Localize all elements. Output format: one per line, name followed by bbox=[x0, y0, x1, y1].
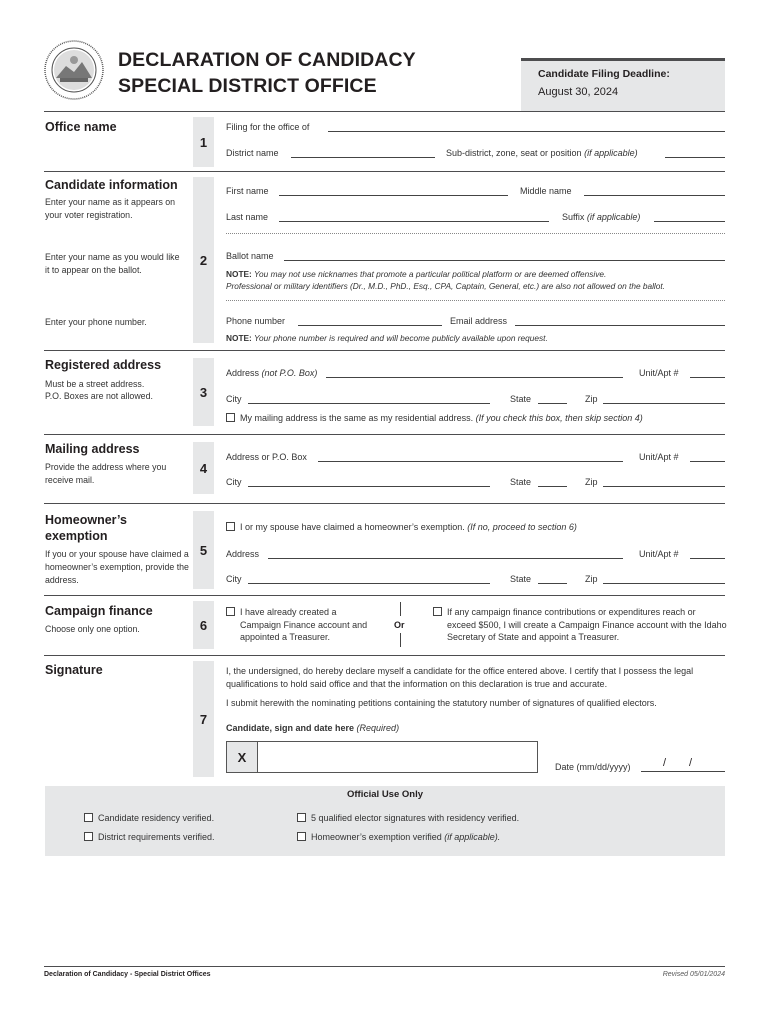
section-5-title: Homeowner’s exemption bbox=[45, 513, 127, 543]
first-name-label: First name bbox=[226, 186, 269, 196]
section-3-desc-2: P.O. Boxes are not allowed. bbox=[45, 391, 153, 401]
section-number-2: 2 bbox=[193, 177, 214, 343]
date-slash-1: / bbox=[663, 757, 667, 769]
last-name-input[interactable] bbox=[279, 221, 549, 222]
campaign-option-1[interactable] bbox=[226, 606, 376, 644]
or-divider-bottom bbox=[400, 633, 401, 647]
ballot-note: NOTE: You may not use nicknames that promote a particular political platform or are deemed offensive. Professional or military identifiers (Dr., M.D., PhD., Esq., CPA, Captain, General, etc.) are also not allowed on the ballot. bbox=[226, 269, 665, 291]
middle-name-input[interactable] bbox=[584, 195, 725, 196]
section-7-title: Signature bbox=[45, 663, 103, 677]
campaign-option-2[interactable] bbox=[433, 606, 727, 644]
official-checkbox-2[interactable] bbox=[84, 832, 93, 841]
divider bbox=[44, 595, 725, 596]
official-check-2[interactable]: District requirements verified. bbox=[84, 832, 215, 843]
campaign-option-1-checkbox[interactable] bbox=[226, 607, 235, 616]
first-name-input[interactable] bbox=[279, 195, 508, 196]
divider bbox=[44, 171, 725, 172]
suffix-label: Suffix (if applicable) bbox=[562, 212, 641, 222]
section-number-5: 5 bbox=[193, 511, 214, 589]
section-3-title: Registered address bbox=[45, 358, 162, 372]
mail-city-input[interactable] bbox=[248, 486, 490, 487]
campaign-option-1-text: I have already created a Campaign Finance account and appointed a Treasurer. bbox=[240, 607, 368, 642]
exemption-city-input[interactable] bbox=[248, 583, 490, 584]
subdistrict-input[interactable] bbox=[665, 157, 725, 158]
exemption-state-label: State bbox=[510, 574, 532, 584]
official-use-title: Official Use Only bbox=[346, 789, 424, 800]
official-checkbox-3[interactable] bbox=[297, 813, 306, 822]
section-number-3: 3 bbox=[193, 358, 214, 426]
exemption-city-label: City bbox=[226, 574, 242, 584]
exemption-address-input[interactable] bbox=[268, 558, 623, 559]
exemption-zip-input[interactable] bbox=[603, 583, 725, 584]
divider bbox=[44, 434, 725, 435]
exemption-address-label: Address bbox=[226, 549, 260, 559]
campaign-option-2-text: If any campaign finance contributions or expenditures reach or exceed $500, I will create a Campaign Finance account with the Idaho Secretary of State and appoint a Treasurer. bbox=[447, 607, 727, 642]
email-label: Email address bbox=[450, 316, 508, 326]
filing-office-label: Filing for the office of bbox=[226, 122, 310, 132]
divider bbox=[44, 111, 725, 112]
section-4-desc: Provide the address where you receive mail. bbox=[45, 462, 167, 485]
official-check-3[interactable]: 5 qualified elector signatures with residency verified. bbox=[297, 813, 519, 824]
reg-state-input[interactable] bbox=[538, 403, 567, 404]
section-number-6: 6 bbox=[193, 601, 214, 649]
or-divider-top bbox=[400, 602, 401, 616]
mail-unit-input[interactable] bbox=[690, 461, 725, 462]
filing-office-input[interactable] bbox=[328, 131, 725, 132]
last-name-label: Last name bbox=[226, 212, 269, 222]
signature-box[interactable] bbox=[226, 741, 538, 773]
section-4-title: Mailing address bbox=[45, 442, 140, 456]
section-5-desc: If you or your spouse have claimed a homeowner’s exemption, provide the address. bbox=[45, 549, 189, 585]
official-checkbox-4[interactable] bbox=[297, 832, 306, 841]
exemption-zip-label: Zip bbox=[585, 574, 598, 584]
section-2-desc-3: Enter your phone number. bbox=[45, 317, 147, 327]
dotted-divider bbox=[226, 300, 725, 301]
or-label: Or bbox=[394, 620, 405, 630]
phone-note: NOTE: Your phone number is required and will become publicly available upon request. bbox=[226, 333, 548, 343]
phone-input[interactable] bbox=[298, 325, 442, 326]
reg-zip-label: Zip bbox=[585, 394, 598, 404]
official-check-4[interactable]: Homeowner’s exemption verified (if applicable). bbox=[297, 832, 500, 843]
date-label: Date (mm/dd/yyyy) bbox=[555, 762, 631, 772]
middle-name-label: Middle name bbox=[520, 186, 572, 196]
email-input[interactable] bbox=[515, 325, 725, 326]
divider bbox=[44, 655, 725, 656]
exemption-checkbox[interactable] bbox=[226, 522, 235, 531]
ballot-name-input[interactable] bbox=[284, 260, 725, 261]
phone-label: Phone number bbox=[226, 316, 286, 326]
section-number-4: 4 bbox=[193, 442, 214, 494]
filing-deadline-box bbox=[521, 58, 725, 112]
reg-address-input[interactable] bbox=[326, 377, 623, 378]
footer bbox=[44, 966, 725, 978]
idaho-state-seal bbox=[44, 40, 104, 100]
reg-zip-input[interactable] bbox=[603, 403, 725, 404]
exemption-unit-label: Unit/Apt # bbox=[639, 549, 679, 559]
section-number-1: 1 bbox=[193, 117, 214, 167]
signature-x-marker: X bbox=[227, 742, 258, 772]
section-3-desc-1: Must be a street address. bbox=[45, 379, 145, 389]
district-name-input[interactable] bbox=[291, 157, 435, 158]
subdistrict-label: Sub-district, zone, seat or position (if applicable) bbox=[446, 148, 638, 158]
reg-city-label: City bbox=[226, 394, 242, 404]
mail-unit-label: Unit/Apt # bbox=[639, 452, 679, 462]
mail-city-label: City bbox=[226, 477, 242, 487]
exemption-state-input[interactable] bbox=[538, 583, 567, 584]
reg-unit-label: Unit/Apt # bbox=[639, 368, 679, 378]
same-address-checkbox[interactable] bbox=[226, 413, 235, 422]
page-title: DECLARATION OF CANDIDACY SPECIAL DISTRICT OFFICE bbox=[118, 49, 416, 97]
declaration-text: I, the undersigned, do hereby declare myself a candidate for the office entered above. I certify that I possess the legal qualifications to hold said office and that the information on this declaration is true and accurate. bbox=[226, 666, 694, 689]
same-address-checkbox-row[interactable]: My mailing address is the same as my residential address. (If you check this box, then skip section 4) bbox=[226, 413, 643, 424]
exemption-unit-input[interactable] bbox=[690, 558, 725, 559]
official-use-box bbox=[45, 786, 725, 856]
section-number-7: 7 bbox=[193, 661, 214, 777]
section-6-desc: Choose only one option. bbox=[45, 624, 140, 634]
district-name-label: District name bbox=[226, 148, 279, 158]
divider bbox=[44, 503, 725, 504]
ballot-name-label: Ballot name bbox=[226, 251, 274, 261]
suffix-input[interactable] bbox=[654, 221, 725, 222]
submit-text: I submit herewith the nominating petitions containing the statutory number of signatures of qualified electors. bbox=[226, 698, 657, 708]
reg-city-input[interactable] bbox=[248, 403, 490, 404]
section-2-desc-2: Enter your name as you would like it to appear on the ballot. bbox=[45, 252, 180, 275]
sign-label: Candidate, sign and date here (Required) bbox=[226, 723, 400, 733]
mail-state-input[interactable] bbox=[538, 486, 567, 487]
official-checkbox-1[interactable] bbox=[84, 813, 93, 822]
reg-address-label: Address (not P.O. Box) bbox=[226, 368, 318, 378]
footer-title: Declaration of Candidacy - Special District Offices bbox=[44, 971, 211, 978]
date-slash-2: / bbox=[689, 757, 693, 769]
deadline-label: Candidate Filing Deadline: bbox=[538, 68, 670, 80]
mail-address-label: Address or P.O. Box bbox=[226, 452, 307, 462]
reg-unit-input[interactable] bbox=[690, 377, 725, 378]
deadline-value: August 30, 2024 bbox=[538, 86, 619, 98]
reg-state-label: State bbox=[510, 394, 532, 404]
divider bbox=[44, 350, 725, 351]
section-1-title: Office name bbox=[45, 120, 117, 134]
date-input[interactable] bbox=[641, 771, 725, 772]
official-check-1[interactable]: Candidate residency verified. bbox=[84, 813, 214, 824]
dotted-divider bbox=[226, 233, 725, 234]
section-2-desc-1: Enter your name as it appears on your voter registration. bbox=[45, 197, 176, 220]
mail-zip-label: Zip bbox=[585, 477, 598, 487]
mail-zip-input[interactable] bbox=[603, 486, 725, 487]
mail-state-label: State bbox=[510, 477, 532, 487]
section-2-title: Candidate information bbox=[45, 178, 178, 192]
section-6-title: Campaign finance bbox=[45, 604, 153, 618]
campaign-option-2-checkbox[interactable] bbox=[433, 607, 442, 616]
footer-revised: Revised 05/01/2024 bbox=[662, 971, 725, 978]
mail-address-input[interactable] bbox=[318, 461, 623, 462]
exemption-checkbox-row[interactable]: I or my spouse have claimed a homeowner’s exemption. (If no, proceed to section 6) bbox=[226, 522, 577, 533]
